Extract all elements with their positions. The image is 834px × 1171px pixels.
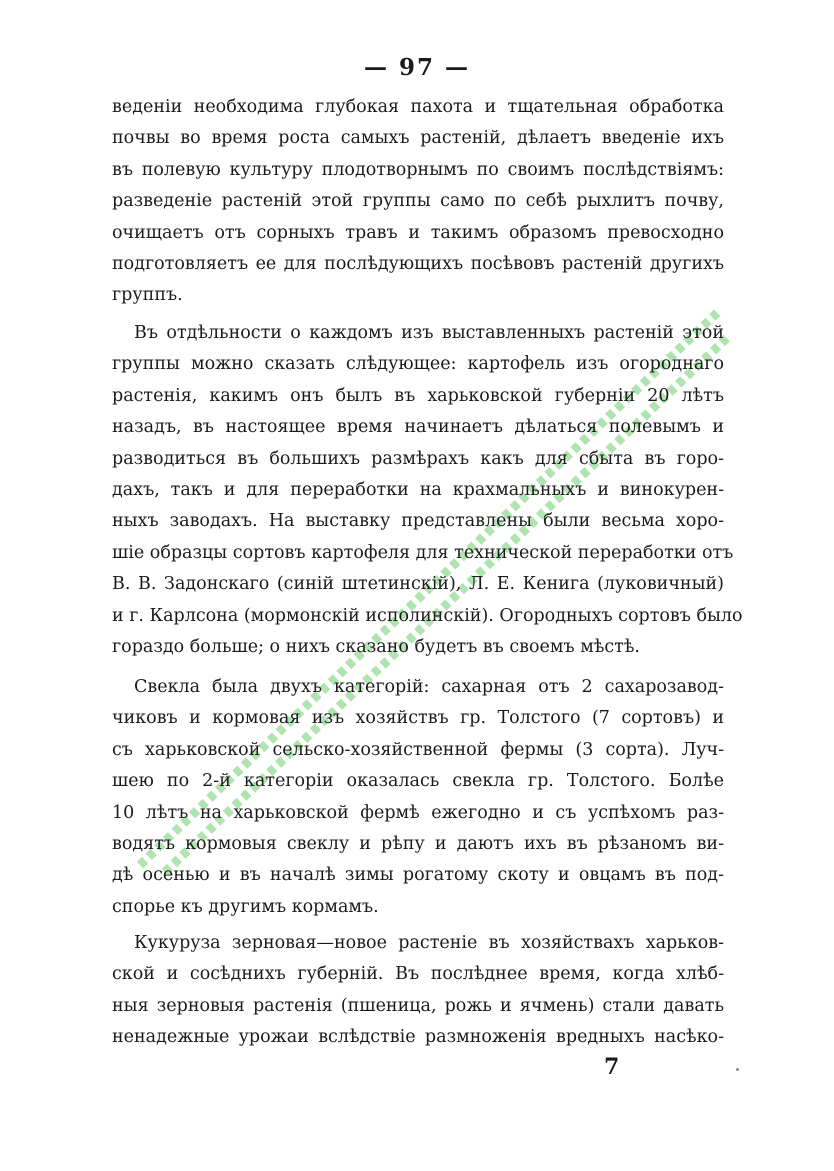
text-line: веденіи необходима глубокая пахота и тщательная обработка [112,97,724,117]
text-line: почвы во время роста самыхъ растеній, дѣлаетъ введеніе ихъ [112,128,724,149]
text-line: чиковъ и кормовая изъ хозяйствъ гр. Толстого (7 сортовъ) и [112,708,724,729]
text-line: группы можно сказать слѣдующее: картофель изъ огороднаго [112,354,724,375]
text-line: В. В. Задонскаго (синій штетинскій), Л. Е. Кенига (луковичный) [112,574,724,595]
text-line: группъ. [112,285,183,306]
text-line: гораздо больше; о нихъ сказано будетъ въ своемъ мѣстѣ. [112,636,640,657]
text-line: ненадежные урожаи вслѣдствіе размноженія вредныхъ насѣко- [112,1027,724,1048]
text-line: въ полевую культуру плодотворнымъ по своимъ послѣдствіямъ: [112,159,724,180]
text-line: шею по 2-й категоріи оказалась свекла гр. Толстого. Болѣе [112,771,724,792]
text-line: подготовляетъ ее для послѣдующихъ посѣвовъ растеній другихъ [112,253,724,274]
text-line: дѣ осенью и въ началѣ зимы рогатому скоту и овцамъ въ под- [112,865,724,886]
signature-mark: 7 [604,1054,620,1080]
text-line: и г. Карлсона (мормонскій исполинскій). Огородныхъ сортовъ было [112,605,743,626]
text-line: ныя зерновыя растенія (пшеница, рожь и ячмень) стали давать [112,995,724,1016]
text-line: ныхъ заводахъ. На выставку представлены были весьма хоро- [112,511,724,532]
text-line: водятъ кормовыя свеклу и рѣпу и даютъ ихъ въ рѣзаномъ ви- [112,833,724,854]
text-line: спорье къ другимъ кормамъ. [112,896,379,917]
text-line: 10 лѣтъ на харьковской фермѣ ежегодно и съ успѣхомъ раз- [112,802,724,823]
paragraph-1 [112,92,724,312]
stray-dot [736,1068,739,1071]
text-line: ской и сосѣднихъ губерній. Въ послѣднее время, когда хлѣб- [112,964,724,985]
page-number: — 97 — [363,54,471,81]
text-line: назадъ, въ настоящее время начинаетъ дѣлаться полевымъ и [112,417,724,438]
text-line: Свекла была двухъ категорій: сахарная отъ 2 сахарозавод- [134,677,724,697]
text-line: Въ отдѣльности о каждомъ изъ выставленныхъ растеній этой [134,323,724,343]
text-line: растенія, какимъ онъ былъ въ харьковской губерніи 20 лѣтъ [112,385,724,406]
text-line: съ харьковской сельско-хозяйственной фермы (3 сорта). Луч- [112,739,724,760]
text-line: разведеніе растеній этой группы само по себѣ рыхлитъ почву, [112,191,724,212]
paragraph-3 [112,672,724,923]
text-line: разводиться въ большихъ размѣрахъ какъ для сбыта въ горо- [112,448,724,469]
paragraph-4 [112,928,724,1054]
text-line: Кукуруза зерновая—новое растеніе въ хозяйствахъ харьков- [134,933,724,953]
text-line: дахъ, такъ и для переработки на крахмальныхъ и винокурен- [112,479,724,500]
text-line: очищаетъ отъ сорныхъ травъ и такимъ образомъ превосходно [112,222,724,243]
paragraph-2 [112,318,743,663]
text-line: шіе образцы сортовъ картофеля для технической переработки отъ [112,542,734,563]
